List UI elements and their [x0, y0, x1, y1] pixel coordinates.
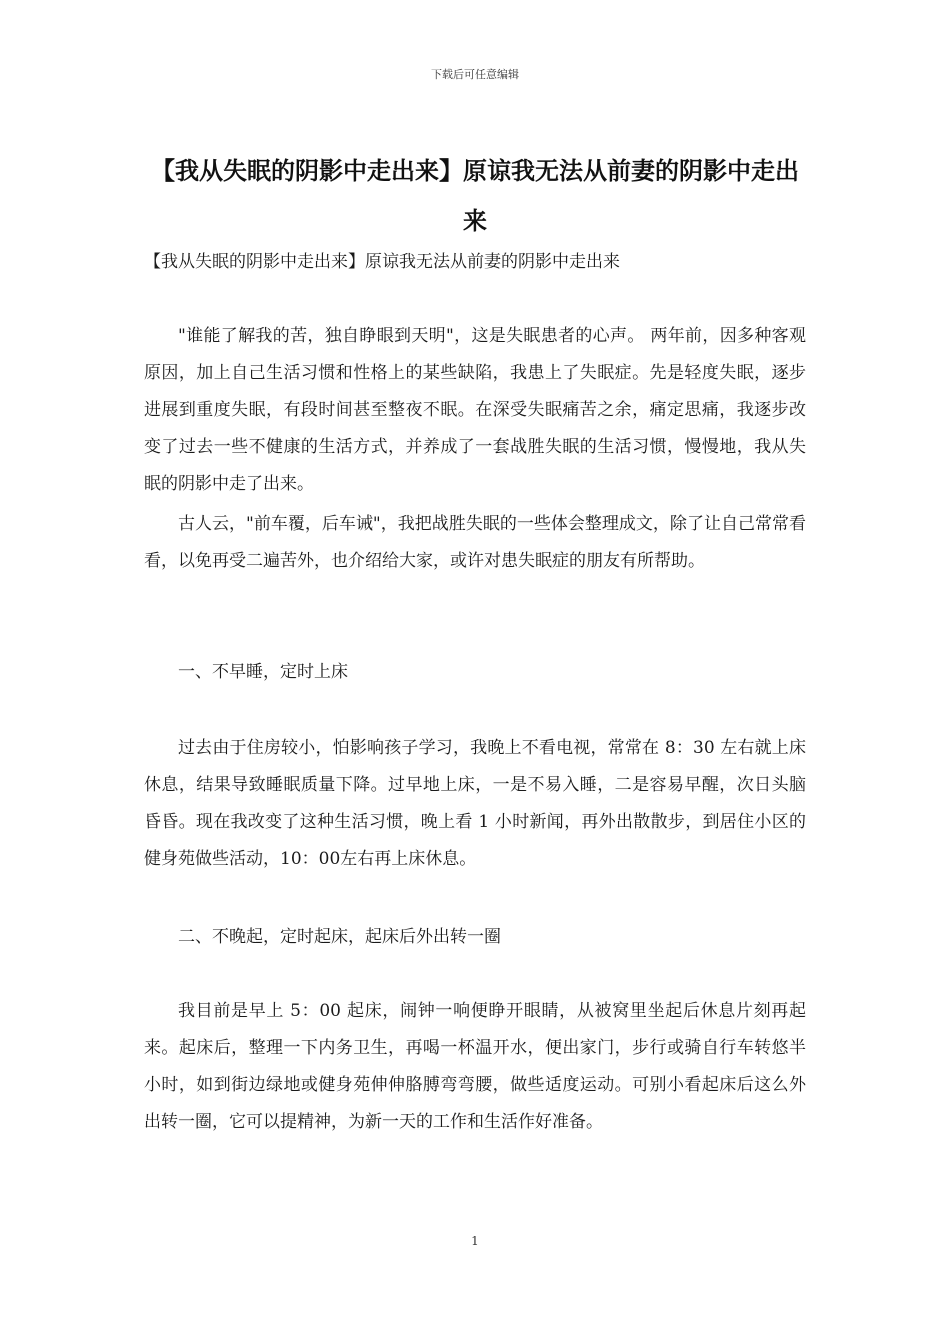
page-number: 1	[471, 1234, 479, 1248]
paragraph-purpose: 古人云，"前车覆，后车诫"，我把战胜失眠的一些体会整理成文，除了让自己常常看看，以免再受二遍苦外，也介绍给大家，或许对患失眠症的朋友有所帮助。	[144, 514, 806, 571]
section-heading-2: 二、不晚起，定时起床，起床后外出转一圈	[178, 927, 501, 947]
document-subtitle: 【我从失眠的阴影中走出来】原谅我无法从前妻的阴影中走出来	[144, 252, 620, 272]
paragraph-intro: "谁能了解我的苦，独自睁眼到天明"，这是失眠患者的心声。 两年前，因多种客观原因，加上自己生活习惯和性格上的某些缺陷，我患上了失眠症。先是轻度失眠，逐步进展到重度失眠，有段时间甚至整夜不眠。在深受失眠痛苦之余，痛定思痛，我逐步改变了过去一些不健康的生活方式，并养成了一套战胜失眠的生活习惯，慢慢地，我从失眠的阴影中走了出来。	[144, 326, 806, 494]
section-heading-1: 一、不早睡，定时上床	[178, 662, 348, 682]
document-title: 【我从失眠的阴影中走出来】原谅我无法从前妻的阴影中走出来	[151, 157, 799, 235]
paragraph-section-1: 过去由于住房较小，怕影响孩子学习，我晚上不看电视，常常在 8：30 左右就上床休息，结果导致睡眠质量下降。过早地上床，一是不易入睡，二是容易早醒，次日头脑昏昏。现在我改变了这种生活习惯，晚上看 1 小时新闻，再外出散散步，到居住小区的健身苑做些活动，10：00左右再上床休息。	[144, 738, 806, 869]
paragraph-section-2: 我目前是早上 5：00 起床，闹钟一响便睁开眼睛，从被窝里坐起后休息片刻再起来。起床后，整理一下内务卫生，再喝一杯温开水，便出家门，步行或骑自行车转悠半小时，如到街边绿地或健身苑伸伸胳膊弯弯腰，做些适度运动。可别小看起床后这么外出转一圈，它可以提精神，为新一天的工作和生活作好准备。	[144, 1001, 806, 1132]
header-note: 下载后可任意编辑	[431, 68, 519, 81]
